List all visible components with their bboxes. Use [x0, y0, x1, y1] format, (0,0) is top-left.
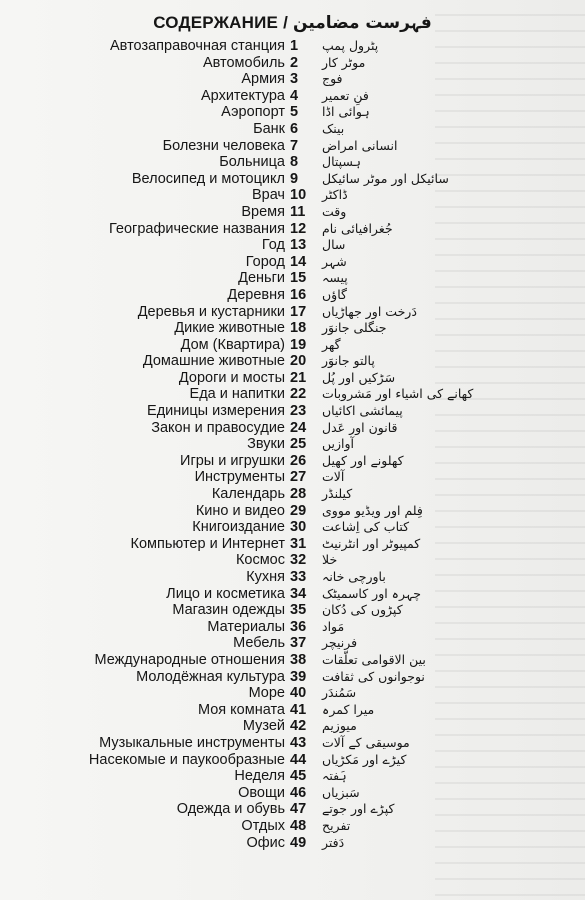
entry-number: 42 — [290, 718, 307, 735]
entry-urdu-title-cell — [322, 718, 552, 735]
entry-number: 16 — [290, 286, 307, 303]
entry-number: 7 — [290, 137, 299, 154]
entry-number: 1 — [290, 38, 299, 54]
entry-urdu-title: موسیقی کے آلات — [322, 734, 410, 750]
entry-urdu-title: میوزیم — [322, 718, 357, 734]
contents-entry — [0, 818, 585, 835]
entry-urdu-title-cell — [322, 221, 552, 238]
entry-russian-title: Море — [248, 685, 285, 702]
contents-entry — [0, 503, 585, 520]
contents-entry — [0, 370, 585, 387]
contents-entry — [0, 453, 585, 470]
entry-russian-title: Неделя — [234, 768, 285, 785]
entry-urdu-title: کتاب کی اِشاعت — [322, 519, 410, 535]
entry-urdu-title: فوج — [322, 71, 343, 87]
entry-russian-title: Молодёжная культура — [136, 668, 285, 685]
entry-number: 6 — [290, 120, 299, 137]
entry-russian-title: Компьютер и Интернет — [130, 535, 285, 552]
entry-urdu-title-cell — [322, 270, 552, 287]
contents-entry — [0, 652, 585, 669]
entry-urdu-title: تفریح — [322, 817, 351, 833]
entry-urdu-title: پٹرول پمپ — [322, 38, 379, 53]
entry-russian-title: Насекомые и паукообразные — [88, 751, 285, 768]
entry-number: 11 — [290, 203, 306, 220]
entry-urdu-title-cell — [322, 602, 552, 619]
entry-urdu-title-cell — [322, 519, 552, 536]
entry-urdu-title-cell — [322, 386, 552, 403]
entry-number: 35 — [290, 602, 307, 619]
entry-urdu-title: موٹر کار — [322, 54, 366, 70]
entry-urdu-title: وقت — [322, 203, 347, 219]
entry-number: 8 — [290, 154, 299, 171]
entry-urdu-title: بینک — [322, 120, 345, 136]
entry-urdu-title-cell — [322, 552, 552, 569]
entry-urdu-title-cell — [322, 619, 552, 636]
entry-urdu-title-cell — [322, 453, 552, 470]
entry-urdu-title-cell — [322, 586, 552, 603]
entry-russian-title: Автомобиль — [202, 54, 285, 71]
contents-entry — [0, 104, 585, 121]
contents-entry — [0, 88, 585, 105]
entry-number: 36 — [290, 618, 307, 635]
entry-urdu-title: سَمُندَر — [322, 685, 357, 701]
entry-number: 4 — [290, 87, 299, 104]
entry-number: 2 — [290, 54, 299, 71]
entry-urdu-title-cell — [322, 187, 552, 204]
contents-entry — [0, 403, 585, 420]
entry-russian-title: Одежда и обувь — [176, 801, 285, 818]
entry-urdu-title-cell — [322, 204, 552, 221]
entry-russian-title: Дикие животные — [174, 320, 285, 337]
entry-urdu-title: چہرہ اور کاسمیٹک — [322, 585, 421, 601]
contents-entry — [0, 55, 585, 72]
contents-entry — [0, 685, 585, 702]
entry-urdu-title-cell — [322, 669, 552, 686]
entry-urdu-title-cell — [322, 652, 552, 669]
contents-entry — [0, 154, 585, 171]
contents-entry — [0, 138, 585, 155]
entry-urdu-title: قانون اور عَدل — [322, 419, 398, 435]
entry-number: 30 — [290, 519, 307, 536]
entry-number: 39 — [290, 668, 307, 685]
entry-number: 31 — [290, 535, 307, 552]
contents-entry — [0, 486, 585, 503]
contents-entry — [0, 270, 585, 287]
entry-urdu-title: ہَفتہ — [322, 768, 347, 784]
entry-urdu-title: کمپیوٹر اور انٹرنیٹ — [322, 535, 421, 551]
entry-number: 13 — [290, 237, 307, 254]
entry-urdu-title-cell — [322, 287, 552, 304]
entry-number: 44 — [290, 751, 307, 768]
entry-russian-title: Единицы измерения — [147, 403, 285, 420]
entry-urdu-title-cell — [322, 121, 552, 138]
contents-entry — [0, 569, 585, 586]
entry-number: 29 — [290, 502, 307, 519]
entry-urdu-title-cell — [322, 353, 552, 370]
entry-russian-title: Книгоиздание — [192, 519, 285, 536]
entry-number: 17 — [290, 303, 307, 320]
contents-entry — [0, 254, 585, 271]
entry-russian-title: Международные отношения — [94, 651, 285, 668]
entry-russian-title: Город — [245, 253, 285, 270]
entry-russian-title: Архитектура — [201, 87, 285, 104]
entry-urdu-title: فرنیچر — [322, 635, 358, 651]
entry-urdu-title-cell — [322, 370, 552, 387]
contents-entry — [0, 304, 585, 321]
entry-russian-title: Лицо и косметика — [166, 585, 285, 602]
entry-urdu-title: دَفتر — [322, 834, 345, 850]
entry-urdu-title: کپڑے اور جوتے — [322, 801, 395, 817]
contents-entry — [0, 768, 585, 785]
contents-entry — [0, 735, 585, 752]
title-urdu: فہرست مضامین — [293, 13, 432, 33]
contents-entry — [0, 602, 585, 619]
entry-urdu-title: میرا کمرہ — [322, 701, 375, 717]
contents-entry — [0, 835, 585, 852]
entry-urdu-title: کھلونے اور کھیل — [322, 452, 404, 468]
entry-urdu-title: فنِ تعمیر — [322, 87, 369, 103]
entry-urdu-title-cell — [322, 154, 552, 171]
contents-entry — [0, 237, 585, 254]
entry-number: 15 — [290, 270, 307, 287]
entry-urdu-title: آوازیں — [322, 436, 355, 452]
entry-russian-title: Игры и игрушки — [180, 452, 285, 469]
entry-urdu-title-cell — [322, 420, 552, 437]
entry-urdu-title-cell — [322, 702, 552, 719]
entry-number: 27 — [290, 469, 307, 486]
entry-russian-title: Отдых — [241, 817, 285, 834]
entry-urdu-title-cell — [322, 71, 552, 88]
entry-urdu-title: ڈاکٹر — [322, 187, 348, 203]
entry-russian-title: Овощи — [238, 784, 285, 801]
entry-russian-title: Офис — [246, 834, 285, 851]
entry-russian-title: Мебель — [233, 635, 285, 652]
entry-number: 18 — [290, 320, 307, 337]
entry-number: 41 — [290, 701, 307, 718]
title-separator: / — [283, 13, 289, 32]
entry-number: 12 — [290, 220, 307, 237]
entry-urdu-title-cell — [322, 254, 552, 271]
contents-list — [0, 38, 585, 851]
entry-urdu-title-cell — [322, 635, 552, 652]
entry-number: 21 — [290, 369, 307, 386]
entry-urdu-title: کپڑوں کی دُکان — [322, 602, 403, 618]
entry-number: 48 — [290, 817, 307, 834]
entry-urdu-title-cell — [322, 685, 552, 702]
entry-russian-title: Еда и напитки — [189, 386, 285, 403]
entry-urdu-title: باورچی خانہ — [322, 569, 386, 584]
entry-number: 23 — [290, 403, 307, 420]
contents-entry — [0, 552, 585, 569]
entry-urdu-title: پیمائشی اکائیاں — [322, 403, 403, 419]
entry-urdu-title: کیڑے اور مَکڑیاں — [322, 751, 407, 767]
entry-urdu-title-cell — [322, 38, 552, 55]
entry-urdu-title-cell — [322, 752, 552, 769]
entry-russian-title: Музыкальные инструменты — [99, 734, 285, 751]
entry-russian-title: Звуки — [247, 436, 285, 453]
entry-number: 10 — [290, 187, 307, 204]
entry-urdu-title-cell — [322, 835, 552, 852]
entry-russian-title: Болезни человека — [162, 137, 285, 154]
entry-russian-title: Врач — [251, 187, 285, 204]
entry-number: 34 — [290, 585, 307, 602]
entry-urdu-title: دَرخت اور جھاڑیاں — [322, 303, 417, 319]
entry-urdu-title-cell — [322, 304, 552, 321]
entry-urdu-title: خلا — [322, 552, 338, 568]
entry-russian-title: Деревья и кустарники — [137, 303, 285, 320]
entry-number: 45 — [290, 768, 307, 785]
entry-number: 38 — [290, 651, 307, 668]
entry-urdu-title-cell — [322, 486, 552, 503]
contents-entry — [0, 38, 585, 55]
entry-urdu-title: سال — [322, 237, 346, 253]
entry-russian-title: Автозаправочная станция — [110, 38, 285, 54]
entry-russian-title: Космос — [235, 552, 285, 569]
entry-urdu-title-cell — [322, 569, 552, 586]
entry-urdu-title: کیلنڈر — [322, 486, 353, 502]
entry-urdu-title-cell — [322, 536, 552, 553]
entry-number: 25 — [290, 436, 307, 453]
contents-entry — [0, 420, 585, 437]
entry-urdu-title-cell — [322, 503, 552, 520]
contents-entry — [0, 752, 585, 769]
entry-urdu-title-cell — [322, 337, 552, 354]
contents-entry — [0, 337, 585, 354]
contents-entry — [0, 469, 585, 486]
entry-urdu-title: سَبزیاں — [322, 784, 360, 800]
entry-urdu-title-cell — [322, 171, 552, 188]
entry-russian-title: Домашние животные — [142, 353, 285, 370]
entry-russian-title: Моя комната — [197, 701, 285, 718]
entry-number: 5 — [290, 104, 299, 121]
entry-urdu-title: فِلم اور ویڈیو مووی — [322, 502, 423, 518]
contents-entry — [0, 436, 585, 453]
entry-number: 37 — [290, 635, 307, 652]
contents-entry — [0, 519, 585, 536]
entry-russian-title: Время — [241, 203, 285, 220]
entry-russian-title: Армия — [241, 71, 285, 88]
contents-entry — [0, 785, 585, 802]
entry-number: 24 — [290, 419, 307, 436]
entry-russian-title: Кино и видео — [195, 502, 285, 519]
contents-entry — [0, 353, 585, 370]
entry-urdu-title-cell — [322, 785, 552, 802]
entry-russian-title: Деньги — [238, 270, 285, 287]
entry-russian-title: Музей — [242, 718, 285, 735]
contents-entry — [0, 619, 585, 636]
entry-urdu-title-cell — [322, 320, 552, 337]
contents-entry — [0, 635, 585, 652]
entry-urdu-title-cell — [322, 104, 552, 121]
entry-urdu-title-cell — [322, 88, 552, 105]
entry-number: 19 — [290, 336, 307, 353]
entry-urdu-title-cell — [322, 735, 552, 752]
entry-urdu-title: مَواد — [322, 618, 345, 634]
entry-urdu-title-cell — [322, 818, 552, 835]
contents-entry — [0, 718, 585, 735]
entry-number: 3 — [290, 71, 299, 88]
entry-urdu-title: گھر — [322, 336, 341, 352]
entry-urdu-title: جنگلی جانوَر — [322, 320, 387, 336]
entry-russian-title: Географические названия — [109, 220, 285, 237]
entry-russian-title: Инструменты — [194, 469, 285, 486]
entry-urdu-title: بین الاقوامی تعلّقات — [322, 651, 426, 667]
entry-number: 26 — [290, 452, 307, 469]
entry-urdu-title-cell — [322, 237, 552, 254]
contents-entry — [0, 702, 585, 719]
entry-number: 46 — [290, 784, 307, 801]
entry-number: 43 — [290, 734, 307, 751]
entry-urdu-title-cell — [322, 469, 552, 486]
entry-russian-title: Аэропорт — [221, 104, 285, 121]
entry-urdu-title-cell — [322, 436, 552, 453]
entry-russian-title: Деревня — [227, 286, 285, 303]
page-title — [0, 12, 585, 33]
entry-russian-title: Магазин одежды — [172, 602, 285, 619]
entry-urdu-title: پالتو جانوَر — [322, 353, 375, 369]
entry-urdu-title-cell — [322, 768, 552, 785]
entry-number: 32 — [290, 552, 307, 569]
contents-entry — [0, 187, 585, 204]
entry-russian-title: Банк — [253, 120, 285, 137]
entry-urdu-title-cell — [322, 138, 552, 155]
contents-entry — [0, 386, 585, 403]
contents-entry — [0, 171, 585, 188]
contents-entry — [0, 669, 585, 686]
entry-urdu-title: انسانی امراض — [322, 137, 398, 153]
entry-urdu-title: کھانے کی اشیاء اور مَشروبات — [322, 386, 474, 402]
contents-entry — [0, 586, 585, 603]
entry-russian-title: Материалы — [207, 618, 285, 635]
entry-urdu-title: شہر — [322, 253, 347, 269]
entry-number: 14 — [290, 253, 307, 270]
entry-number: 22 — [290, 386, 307, 403]
contents-entry — [0, 121, 585, 138]
entry-russian-title: Дом (Квартира) — [180, 336, 285, 353]
entry-number: 20 — [290, 353, 307, 370]
entry-russian-title: Кухня — [246, 569, 285, 585]
entry-russian-title: Велосипед и мотоцикл — [131, 170, 285, 187]
entry-russian-title: Больница — [219, 154, 285, 171]
entry-russian-title: Дороги и мосты — [178, 369, 285, 386]
entry-number: 47 — [290, 801, 307, 818]
contents-entry — [0, 71, 585, 88]
entry-number: 28 — [290, 486, 307, 503]
contents-entry — [0, 320, 585, 337]
entry-number: 40 — [290, 685, 307, 702]
entry-urdu-title: گاؤں — [322, 286, 347, 302]
entry-number: 49 — [290, 834, 307, 851]
entry-urdu-title: سَڑکیں اور پُل — [322, 369, 396, 385]
entry-urdu-title: ہوائی اڈا — [322, 104, 370, 120]
entry-urdu-title: پیسہ — [322, 270, 348, 286]
entry-urdu-title: آلات — [322, 469, 345, 485]
entry-number: 33 — [290, 569, 307, 585]
contents-entry — [0, 536, 585, 553]
contents-entry — [0, 221, 585, 238]
entry-number: 9 — [290, 170, 299, 187]
contents-entry — [0, 801, 585, 818]
entry-urdu-title: سائیکل اور موٹر سائیکل — [322, 170, 449, 186]
entry-russian-title: Закон и правосудие — [151, 419, 285, 436]
entry-russian-title: Календарь — [211, 486, 285, 503]
entry-urdu-title: ہسپتال — [322, 154, 361, 170]
entry-urdu-title-cell — [322, 801, 552, 818]
title-russian: СОДЕРЖАНИЕ — [153, 13, 279, 32]
entry-russian-title: Год — [261, 237, 285, 254]
entry-urdu-title-cell — [322, 403, 552, 420]
entry-urdu-title: جُغرافیائی نام — [322, 220, 393, 236]
contents-entry — [0, 204, 585, 221]
entry-urdu-title: نوجوانوں کی ثقافت — [322, 668, 425, 684]
entry-urdu-title-cell — [322, 55, 552, 72]
contents-entry — [0, 287, 585, 304]
